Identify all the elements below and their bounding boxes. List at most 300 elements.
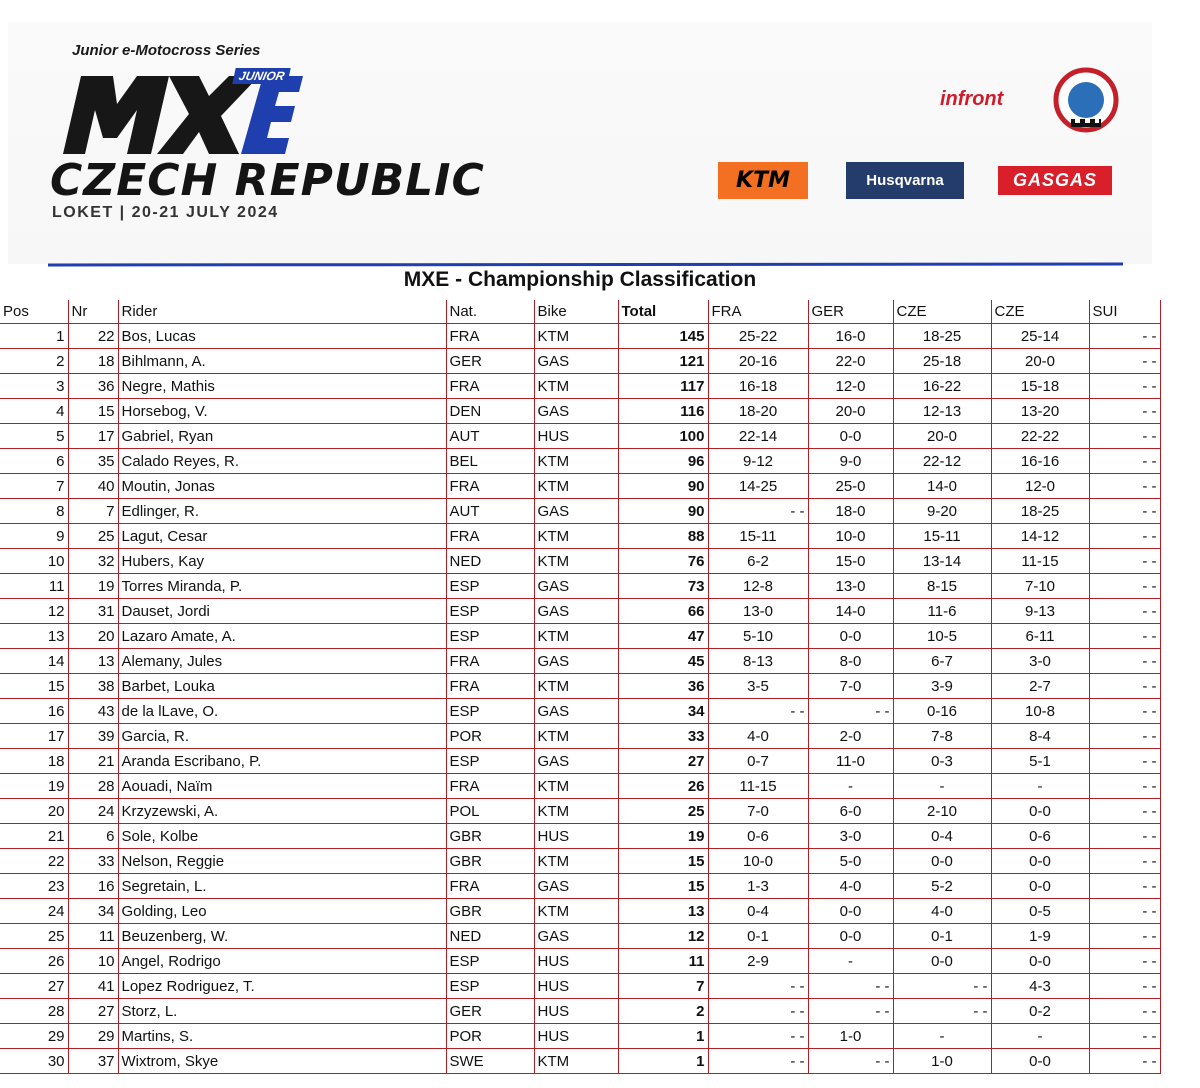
cell-rider: Segretain, L.: [118, 874, 446, 899]
cell-sui: - -: [1089, 499, 1160, 524]
cell-sui: - -: [1089, 549, 1160, 574]
cell-cze-2: 4-3: [991, 974, 1089, 999]
cell-rider: Aranda Escribano, P.: [118, 749, 446, 774]
table-row: [0, 374, 1160, 399]
cell-sui: - -: [1089, 474, 1160, 499]
cell-total: 145: [618, 324, 708, 349]
cell-pos: 16: [0, 699, 68, 724]
cell-pos: 6: [0, 449, 68, 474]
cell-nat: SWE: [446, 1049, 534, 1074]
cell-pos: 5: [0, 424, 68, 449]
cell-total: 116: [618, 399, 708, 424]
cell-nr: 38: [68, 674, 118, 699]
table-row: [0, 724, 1160, 749]
table-row: [0, 774, 1160, 799]
cell-ger: - -: [808, 999, 893, 1024]
cell-sui: - -: [1089, 424, 1160, 449]
cell-nr: 7: [68, 499, 118, 524]
cell-ger: 0-0: [808, 899, 893, 924]
table-row: [0, 549, 1160, 574]
cell-sui: - -: [1089, 349, 1160, 374]
cell-cze-2: 13-20: [991, 399, 1089, 424]
col-header-bike: Bike: [534, 300, 618, 324]
cell-ger: 0-0: [808, 624, 893, 649]
cell-nat: FRA: [446, 874, 534, 899]
cell-rider: Lazaro Amate, A.: [118, 624, 446, 649]
cell-fra: 9-12: [708, 449, 808, 474]
cell-nr: 10: [68, 949, 118, 974]
cell-total: 15: [618, 874, 708, 899]
table-row: [0, 949, 1160, 974]
cell-nat: FRA: [446, 524, 534, 549]
club-badge-icon: [1053, 67, 1119, 133]
col-header-sui: SUI: [1089, 300, 1160, 324]
cell-fra: 1-3: [708, 874, 808, 899]
cell-total: 1: [618, 1024, 708, 1049]
cell-sui: - -: [1089, 649, 1160, 674]
event-subtitle: LOKET | 20-21 JULY 2024: [52, 204, 279, 221]
cell-bike: HUS: [534, 999, 618, 1024]
cell-fra: 16-18: [708, 374, 808, 399]
standings-table: [0, 300, 1161, 1074]
cell-cze-2: 7-10: [991, 574, 1089, 599]
table-row: [0, 699, 1160, 724]
cell-sui: - -: [1089, 1049, 1160, 1074]
cell-fra: 0-4: [708, 899, 808, 924]
ktm-logo: KTM: [718, 162, 808, 199]
cell-fra: - -: [708, 499, 808, 524]
cell-cze-2: 16-16: [991, 449, 1089, 474]
cell-cze-1: -: [893, 774, 991, 799]
cell-pos: 20: [0, 799, 68, 824]
cell-nr: 39: [68, 724, 118, 749]
junior-tag: JUNIOR: [232, 68, 291, 84]
cell-total: 33: [618, 724, 708, 749]
cell-ger: 16-0: [808, 324, 893, 349]
cell-rider: Angel, Rodrigo: [118, 949, 446, 974]
cell-ger: 9-0: [808, 449, 893, 474]
cell-cze-1: 16-22: [893, 374, 991, 399]
cell-sui: - -: [1089, 824, 1160, 849]
cell-nat: POL: [446, 799, 534, 824]
cell-rider: Hubers, Kay: [118, 549, 446, 574]
cell-ger: 7-0: [808, 674, 893, 699]
cell-cze-1: 8-15: [893, 574, 991, 599]
cell-nat: FRA: [446, 674, 534, 699]
cell-fra: 18-20: [708, 399, 808, 424]
cell-fra: 0-7: [708, 749, 808, 774]
cell-cze-2: 11-15: [991, 549, 1089, 574]
cell-nr: 40: [68, 474, 118, 499]
cell-ger: - -: [808, 974, 893, 999]
cell-sui: - -: [1089, 399, 1160, 424]
cell-fra: 25-22: [708, 324, 808, 349]
cell-bike: KTM: [534, 374, 618, 399]
cell-ger: 11-0: [808, 749, 893, 774]
cell-ger: 22-0: [808, 349, 893, 374]
cell-rider: Bos, Lucas: [118, 324, 446, 349]
cell-nat: BEL: [446, 449, 534, 474]
cell-nr: 11: [68, 924, 118, 949]
table-row: [0, 474, 1160, 499]
cell-pos: 21: [0, 824, 68, 849]
cell-rider: Nelson, Reggie: [118, 849, 446, 874]
cell-sui: - -: [1089, 699, 1160, 724]
cell-cze-2: 15-18: [991, 374, 1089, 399]
cell-rider: Sole, Kolbe: [118, 824, 446, 849]
cell-nat: POR: [446, 724, 534, 749]
table-row: [0, 324, 1160, 349]
cell-nr: 24: [68, 799, 118, 824]
cell-total: 121: [618, 349, 708, 374]
cell-cze-2: 0-0: [991, 799, 1089, 824]
cell-fra: 0-1: [708, 924, 808, 949]
cell-cze-2: 8-4: [991, 724, 1089, 749]
cell-nr: 15: [68, 399, 118, 424]
col-header-ger: GER: [808, 300, 893, 324]
cell-cze-2: 3-0: [991, 649, 1089, 674]
cell-ger: 25-0: [808, 474, 893, 499]
cell-nr: 16: [68, 874, 118, 899]
cell-rider: Calado Reyes, R.: [118, 449, 446, 474]
cell-nat: FRA: [446, 474, 534, 499]
cell-fra: - -: [708, 999, 808, 1024]
cell-rider: Krzyzewski, A.: [118, 799, 446, 824]
cell-nr: 35: [68, 449, 118, 474]
cell-rider: Lagut, Cesar: [118, 524, 446, 549]
cell-fra: 6-2: [708, 549, 808, 574]
cell-sui: - -: [1089, 899, 1160, 924]
cell-cze-1: 3-9: [893, 674, 991, 699]
cell-cze-1: 18-25: [893, 324, 991, 349]
cell-total: 34: [618, 699, 708, 724]
cell-fra: 15-11: [708, 524, 808, 549]
cell-pos: 18: [0, 749, 68, 774]
cell-nr: 22: [68, 324, 118, 349]
cell-pos: 4: [0, 399, 68, 424]
cell-fra: 3-5: [708, 674, 808, 699]
event-title: CZECH REPUBLIC: [50, 155, 485, 206]
cell-cze-1: 25-18: [893, 349, 991, 374]
cell-fra: 8-13: [708, 649, 808, 674]
cell-total: 2: [618, 999, 708, 1024]
cell-total: 1: [618, 1049, 708, 1074]
table-row: [0, 999, 1160, 1024]
cell-cze-1: 7-8: [893, 724, 991, 749]
cell-pos: 23: [0, 874, 68, 899]
cell-bike: HUS: [534, 824, 618, 849]
cell-ger: 2-0: [808, 724, 893, 749]
cell-total: 25: [618, 799, 708, 824]
cell-cze-2: 12-0: [991, 474, 1089, 499]
cell-nat: FRA: [446, 374, 534, 399]
cell-cze-2: 25-14: [991, 324, 1089, 349]
table-row: [0, 599, 1160, 624]
cell-cze-1: 0-4: [893, 824, 991, 849]
cell-rider: Horsebog, V.: [118, 399, 446, 424]
cell-pos: 30: [0, 1049, 68, 1074]
cell-pos: 29: [0, 1024, 68, 1049]
series-name: Junior e-Motocross Series: [72, 42, 261, 59]
table-row: [0, 974, 1160, 999]
cell-nr: 20: [68, 624, 118, 649]
cell-rider: Gabriel, Ryan: [118, 424, 446, 449]
cell-bike: HUS: [534, 424, 618, 449]
cell-rider: Dauset, Jordi: [118, 599, 446, 624]
cell-nr: 27: [68, 999, 118, 1024]
cell-nr: 36: [68, 374, 118, 399]
col-header-pos: Pos: [0, 300, 68, 324]
cell-nr: 34: [68, 899, 118, 924]
cell-ger: 1-0: [808, 1024, 893, 1049]
cell-pos: 25: [0, 924, 68, 949]
cell-pos: 27: [0, 974, 68, 999]
table-row: [0, 824, 1160, 849]
cell-nat: ESP: [446, 574, 534, 599]
col-header-rider: Rider: [118, 300, 446, 324]
table-row: [0, 899, 1160, 924]
cell-bike: GAS: [534, 699, 618, 724]
cell-nr: 25: [68, 524, 118, 549]
cell-bike: GAS: [534, 749, 618, 774]
cell-fra: 4-0: [708, 724, 808, 749]
event-banner: [8, 22, 1152, 264]
cell-cze-1: - -: [893, 999, 991, 1024]
infront-logo: infront: [940, 88, 1004, 110]
cell-cze-1: 0-0: [893, 949, 991, 974]
cell-sui: - -: [1089, 974, 1160, 999]
cell-nr: 41: [68, 974, 118, 999]
cell-nr: 13: [68, 649, 118, 674]
cell-rider: Wixtrom, Skye: [118, 1049, 446, 1074]
cell-total: 36: [618, 674, 708, 699]
cell-fra: 7-0: [708, 799, 808, 824]
cell-ger: -: [808, 774, 893, 799]
cell-ger: 20-0: [808, 399, 893, 424]
cell-total: 66: [618, 599, 708, 624]
cell-pos: 28: [0, 999, 68, 1024]
cell-ger: 5-0: [808, 849, 893, 874]
cell-rider: Lopez Rodriguez, T.: [118, 974, 446, 999]
cell-rider: Aouadi, Naïm: [118, 774, 446, 799]
cell-nat: NED: [446, 924, 534, 949]
cell-bike: KTM: [534, 524, 618, 549]
cell-bike: KTM: [534, 899, 618, 924]
cell-fra: 22-14: [708, 424, 808, 449]
cell-ger: 0-0: [808, 924, 893, 949]
cell-nat: NED: [446, 549, 534, 574]
cell-bike: KTM: [534, 724, 618, 749]
cell-bike: GAS: [534, 499, 618, 524]
cell-bike: GAS: [534, 649, 618, 674]
cell-pos: 22: [0, 849, 68, 874]
cell-bike: GAS: [534, 599, 618, 624]
cell-sui: - -: [1089, 449, 1160, 474]
cell-cze-2: 0-0: [991, 849, 1089, 874]
cell-cze-2: -: [991, 774, 1089, 799]
cell-pos: 11: [0, 574, 68, 599]
table-row: [0, 1024, 1160, 1049]
cell-nat: DEN: [446, 399, 534, 424]
cell-pos: 17: [0, 724, 68, 749]
cell-cze-2: 1-9: [991, 924, 1089, 949]
cell-cze-1: 12-13: [893, 399, 991, 424]
cell-bike: HUS: [534, 949, 618, 974]
cell-rider: Golding, Leo: [118, 899, 446, 924]
table-header-row: [0, 300, 1160, 324]
cell-fra: 2-9: [708, 949, 808, 974]
cell-fra: 10-0: [708, 849, 808, 874]
cell-rider: Barbet, Louka: [118, 674, 446, 699]
cell-bike: GAS: [534, 874, 618, 899]
cell-total: 88: [618, 524, 708, 549]
table-row: [0, 349, 1160, 374]
col-header-cze-2: CZE: [991, 300, 1089, 324]
cell-ger: 6-0: [808, 799, 893, 824]
cell-total: 76: [618, 549, 708, 574]
cell-bike: KTM: [534, 849, 618, 874]
cell-cze-1: 1-0: [893, 1049, 991, 1074]
cell-sui: - -: [1089, 374, 1160, 399]
cell-fra: 5-10: [708, 624, 808, 649]
cell-rider: Storz, L.: [118, 999, 446, 1024]
cell-sui: - -: [1089, 574, 1160, 599]
cell-sui: - -: [1089, 624, 1160, 649]
cell-cze-2: 0-0: [991, 1049, 1089, 1074]
cell-total: 13: [618, 899, 708, 924]
cell-total: 45: [618, 649, 708, 674]
cell-cze-2: 0-0: [991, 949, 1089, 974]
cell-rider: Garcia, R.: [118, 724, 446, 749]
cell-ger: 3-0: [808, 824, 893, 849]
cell-ger: 18-0: [808, 499, 893, 524]
cell-ger: 12-0: [808, 374, 893, 399]
banner-stripe: [48, 254, 1123, 260]
cell-fra: - -: [708, 1049, 808, 1074]
cell-nat: GBR: [446, 899, 534, 924]
table-row: [0, 749, 1160, 774]
cell-cze-2: 20-0: [991, 349, 1089, 374]
husqvarna-logo: Husqvarna: [846, 162, 964, 199]
cell-rider: Edlinger, R.: [118, 499, 446, 524]
cell-cze-2: 0-6: [991, 824, 1089, 849]
page-title: MXE - Championship Classification: [403, 268, 757, 291]
cell-fra: 12-8: [708, 574, 808, 599]
cell-nr: 19: [68, 574, 118, 599]
cell-pos: 9: [0, 524, 68, 549]
cell-cze-1: 11-6: [893, 599, 991, 624]
cell-sui: - -: [1089, 1024, 1160, 1049]
cell-bike: KTM: [534, 549, 618, 574]
cell-cze-2: -: [991, 1024, 1089, 1049]
table-row: [0, 849, 1160, 874]
cell-nr: 33: [68, 849, 118, 874]
cell-bike: HUS: [534, 1024, 618, 1049]
cell-nat: ESP: [446, 624, 534, 649]
cell-fra: - -: [708, 974, 808, 999]
cell-cze-2: 6-11: [991, 624, 1089, 649]
table-row: [0, 799, 1160, 824]
cell-nr: 28: [68, 774, 118, 799]
col-header-cze-1: CZE: [893, 300, 991, 324]
cell-nr: 31: [68, 599, 118, 624]
cell-nr: 37: [68, 1049, 118, 1074]
cell-pos: 8: [0, 499, 68, 524]
cell-bike: KTM: [534, 624, 618, 649]
cell-bike: GAS: [534, 924, 618, 949]
cell-nat: AUT: [446, 424, 534, 449]
cell-nat: FRA: [446, 324, 534, 349]
cell-cze-2: 0-2: [991, 999, 1089, 1024]
cell-cze-1: 14-0: [893, 474, 991, 499]
cell-nat: ESP: [446, 699, 534, 724]
standings-body: [0, 324, 1160, 1074]
cell-sui: - -: [1089, 924, 1160, 949]
cell-rider: Negre, Mathis: [118, 374, 446, 399]
cell-nat: ESP: [446, 749, 534, 774]
cell-bike: KTM: [534, 449, 618, 474]
cell-bike: GAS: [534, 574, 618, 599]
cell-sui: - -: [1089, 874, 1160, 899]
cell-nat: ESP: [446, 949, 534, 974]
cell-cze-2: 0-5: [991, 899, 1089, 924]
col-header-total: Total: [618, 300, 708, 324]
cell-ger: - -: [808, 1049, 893, 1074]
cell-cze-1: 4-0: [893, 899, 991, 924]
cell-fra: 11-15: [708, 774, 808, 799]
cell-cze-1: 0-0: [893, 849, 991, 874]
table-row: [0, 674, 1160, 699]
table-row: [0, 924, 1160, 949]
cell-bike: KTM: [534, 1049, 618, 1074]
cell-cze-1: 0-16: [893, 699, 991, 724]
cell-pos: 10: [0, 549, 68, 574]
table-row: [0, 399, 1160, 424]
table-row: [0, 1049, 1160, 1074]
cell-total: 73: [618, 574, 708, 599]
cell-total: 26: [618, 774, 708, 799]
cell-cze-1: 20-0: [893, 424, 991, 449]
cell-fra: 20-16: [708, 349, 808, 374]
cell-rider: de la lLave, O.: [118, 699, 446, 724]
cell-cze-1: -: [893, 1024, 991, 1049]
cell-sui: - -: [1089, 674, 1160, 699]
cell-nr: 6: [68, 824, 118, 849]
cell-nr: 17: [68, 424, 118, 449]
cell-fra: 13-0: [708, 599, 808, 624]
cell-nr: 18: [68, 349, 118, 374]
cell-pos: 15: [0, 674, 68, 699]
cell-bike: HUS: [534, 974, 618, 999]
cell-sui: - -: [1089, 949, 1160, 974]
table-row: [0, 624, 1160, 649]
cell-total: 96: [618, 449, 708, 474]
cell-nr: 21: [68, 749, 118, 774]
cell-cze-2: 14-12: [991, 524, 1089, 549]
cell-bike: KTM: [534, 324, 618, 349]
cell-pos: 2: [0, 349, 68, 374]
cell-total: 7: [618, 974, 708, 999]
cell-bike: KTM: [534, 474, 618, 499]
cell-cze-2: 5-1: [991, 749, 1089, 774]
cell-nat: ESP: [446, 599, 534, 624]
cell-cze-2: 0-0: [991, 874, 1089, 899]
cell-pos: 19: [0, 774, 68, 799]
cell-bike: KTM: [534, 774, 618, 799]
cell-rider: Alemany, Jules: [118, 649, 446, 674]
cell-rider: Martins, S.: [118, 1024, 446, 1049]
cell-total: 47: [618, 624, 708, 649]
